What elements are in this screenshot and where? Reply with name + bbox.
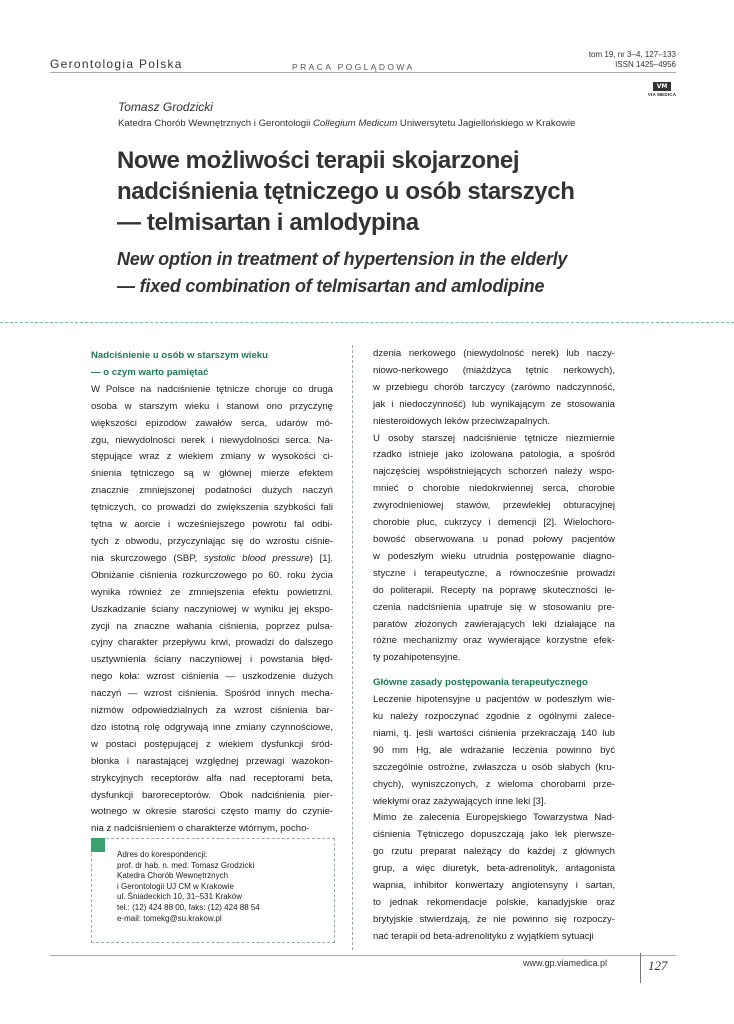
correspondence-text [117,850,260,924]
text-line: Uszkadzanie ściany naczyniowej w wyniku jej ekspo- [91,603,333,615]
text-line: chych), wyniszczonych, z wieloma chorobami prze- [373,778,615,790]
logo-mark: VM [653,82,671,91]
correspondence-line: e-mail: tomekg@su.krakow.pl [117,913,222,923]
text-line: nego koła: wzrost ciśnienia — uszkodzenie dużych [91,671,333,683]
text-line: W Polsce na nadciśnienie tętnicze choruje co druga [91,383,333,395]
text-line: ku należy rozpoczynać zgodnie z ogólnymi zalece- [373,711,615,723]
text-line: ty pozahipotensyjne. [373,652,461,664]
text-line: bowość obserwowana u ponad połowy pacjentów [373,533,615,545]
publisher-logo [646,82,678,98]
issn-line: ISSN 1425–4956 [615,60,676,69]
text-line: grup, a więc diuretyk, beta-adrenolityk, antagonista [373,863,615,875]
text-line: wlekłymi oraz zażywających inne leki [3]. [373,795,547,807]
paragraph [373,810,615,945]
text-line: wynika również ze zmniejszenia efektu powietrzni. [91,586,333,598]
text-line: strykcyjnych receptorów alfa nad receptorami beta, [91,772,333,784]
text-line: nać terapii od beta-adrenolityku z wyjątkiem sytuacji [373,930,594,942]
affiliation-pre: Katedra Chorób Wewnętrznych i Gerontologii [118,118,313,129]
volume-line: tom 19, nr 3–4, 127–133 [588,50,676,59]
text-line: najczęściej współistniejących schorzeń należy wspo- [373,466,615,478]
text-line: śnienia tętniczego są w głównej mierze efektem [91,468,333,480]
author-affiliation [118,118,575,129]
text-line: tych z obwodu, przyczyniając się do wzrostu ciśnie- [91,535,333,547]
text-line: dzenia nerkowego (niewydolność nerek) lub naczy- [373,348,615,359]
title-en-line: New option in treatment of hypertension in the elderly [117,249,568,269]
text-line: 90 mm Hg, ale wdrażanie leczenia powinno być [373,744,615,756]
text-line: zycji na znaczne wahania ciśnienia, poprzez pulsa- [91,620,333,632]
section-heading: — o czym warto pamiętać [91,366,209,378]
section-heading: Główne zasady postępowania terapeutycznego [373,677,588,689]
correspondence-line: tel.: (12) 424 88 00, faks: (12) 424 88 54 [117,902,260,912]
title-en-line: — fixed combination of telmisartan and amlodipine [117,276,545,296]
paragraph [373,692,615,810]
text-line: to jednak rekomendacje polskie, kanadyjskie oraz [373,897,615,908]
title-pl-line: nadciśnienia tętniczego u osób starszych [117,178,575,205]
page-number: 127 [648,958,668,973]
text-line: Leczenie hipotensyjne u pacjentów w podeszłym wie- [373,694,615,706]
text-line: znacznie zmniejszonej podatności dużych naczyń [91,485,333,497]
text-line: do politerapii. Recepty na poprawę skuteczności le- [373,584,615,596]
text-line: go rzutu preparat należący do każdej z głównych [373,846,615,858]
text-line: czenia nadciśnienia upatruje się w stosowaniu pre- [373,601,615,613]
text-line: tętniczych, co prowadzi do zwiększenia szybkości fali [91,502,333,514]
journal-name: Gerontologia Polska [50,57,183,71]
column-left [91,348,333,838]
text-line: większości epizodów zawałów serca, udarów mó- [91,417,333,429]
text-line: dysfunkcji baroreceptorów. Obok nadciśnienia pier- [91,789,333,801]
text-line: usztywnienia ściany naczyniowej i powstania błęd- [91,654,333,666]
text-line: w podeszłym wieku utrudnia postępowanie diagno- [373,550,615,562]
title-pl-line: Nowe możliwości terapii skojarzonej [117,147,520,174]
author-name: Tomasz Grodzicki [118,100,213,114]
text-line: wapnia, inhibitor konwertazy angiotensyny i sartan, [373,880,615,892]
text-line: nia z nadciśnieniem o charakterze wtórnym, pocho- [91,823,310,835]
text-line: szczególnie ostrożne, zwłaszcza u osób słabych (kru- [373,761,615,773]
paragraph [373,431,615,668]
column-right [373,346,615,946]
text-line: U osoby starszej nadciśnienie tętnicze niezmiernie [373,432,615,444]
title-divider [0,322,734,323]
correspondence-line: ul. Śniadeckich 10, 31–531 Kraków [117,892,242,902]
text-line: niami, tj. jeśli wartości ciśnienia przekraczają 140 lub [373,727,615,739]
text-line: zwyrodnieniowej stawów, przewlekłej obturacyjnej [373,500,615,512]
text-line: osoba w starszym wieku i stanowi ono przyczynę [91,400,333,412]
paragraph [373,346,615,431]
text-line: nizmów odpowiedzialnych za wzrost ciśnienia bar- [91,705,333,717]
column-divider [352,345,353,950]
footer-url: www.gp.viamedica.pl [523,958,608,968]
text-line: mnieć o chorobie niedokrwiennej serca, chorobie [373,483,615,495]
text-line: tętna w aorcie i wcześniejszego powrotu fal odbi- [91,519,333,531]
text-line: niesteroidowych leków przeciwzapalnych. [373,415,551,427]
text-line: rzadko istnieje jako izolowana patologia, a spośród [373,449,615,461]
affiliation-italic: Collegium Medicum [313,118,398,129]
section-label: PRACA POGLĄDOWA [292,62,415,72]
section-heading: Nadciśnienie u osób w starszym wieku [91,350,269,361]
volume-info [589,50,676,70]
correspondence-line: Katedra Chorób Wewnętrznych [117,871,229,881]
text-line: w przebiegu chorób tarczycy (zarówno nadczynność, [373,381,615,393]
text-line: brytyjskie stwierdzają, że nie powinno się rozpoczy- [373,913,615,925]
text-line: jak i niedoczynność) lub wynikającym ze stosowania [373,398,615,410]
text-line: wotnego w okresie starości często mamy do czynie- [91,806,333,818]
title-english [117,246,697,300]
text-line: naczyń — wzrost ciśnienia. Spośród innych mecha- [91,688,333,700]
text-line: Obniżanie ciśnienia rozkurczowego po 60. roku życia [91,569,333,581]
italic-term: systolic blood pressure [203,552,310,564]
page-number-separator [640,953,641,983]
text-line: styczne i terapeutyczne, a równocześnie prowadzi [373,567,615,579]
title-polish [117,145,687,238]
text-line: nia skurczowego (SBP, systolic blood pressure) [1]. [91,552,333,564]
title-pl-line: — telmisartan i amlodypina [117,209,419,236]
column-left-body [91,382,333,838]
text-line: błonka i narastającej względnej przewagi wazokon- [91,755,333,767]
text-line: niowo-nerkowego (miażdżyca tętnic nerkowych), [373,364,615,376]
affiliation-post: Uniwersytetu Jagiellońskiego w Krakowie [397,118,576,129]
text-line: chorobie płuc, cukrzycy i demencji [2]. Wielochoro- [373,517,615,529]
text-line: Mimo że zalecenia Europejskiego Towarzystwa Nad- [373,812,615,824]
text-line: w postaci postępującej z wiekiem dysfunkcji śród- [91,738,333,750]
text-line: paratów złożonych zawierających leki działające na [373,618,615,630]
correspondence-line: Adres do korespondencji: [117,850,208,859]
footer-rule [50,955,676,956]
header-rule [50,72,676,73]
correspondence-line: i Gerontologii UJ CM w Krakowie [117,881,234,891]
text-line: dzo istotną rolę odgrywają inne zmiany czynnościowe, [91,721,333,733]
text-line: różne mechanizmy oraz wywierające korzystne efek- [373,635,615,647]
text-line: cyjny charakter przepływu krwi, prowadzi do dalszego [91,637,333,649]
text-line: ciśnienia Tętniczego dopuszczają jako lek pierwsze- [373,829,615,841]
text-line: zgu, niewydolności nerek i niewydolności serca. Na- [91,434,333,446]
logo-text: VIA MEDICA [647,92,677,97]
correspondence-marker [91,838,105,852]
correspondence-line: prof. dr hab. n. med. Tomasz Grodzicki [117,860,255,870]
text-line: stępujące wraz z wiekiem zmiany w wysokości ci- [91,451,333,463]
